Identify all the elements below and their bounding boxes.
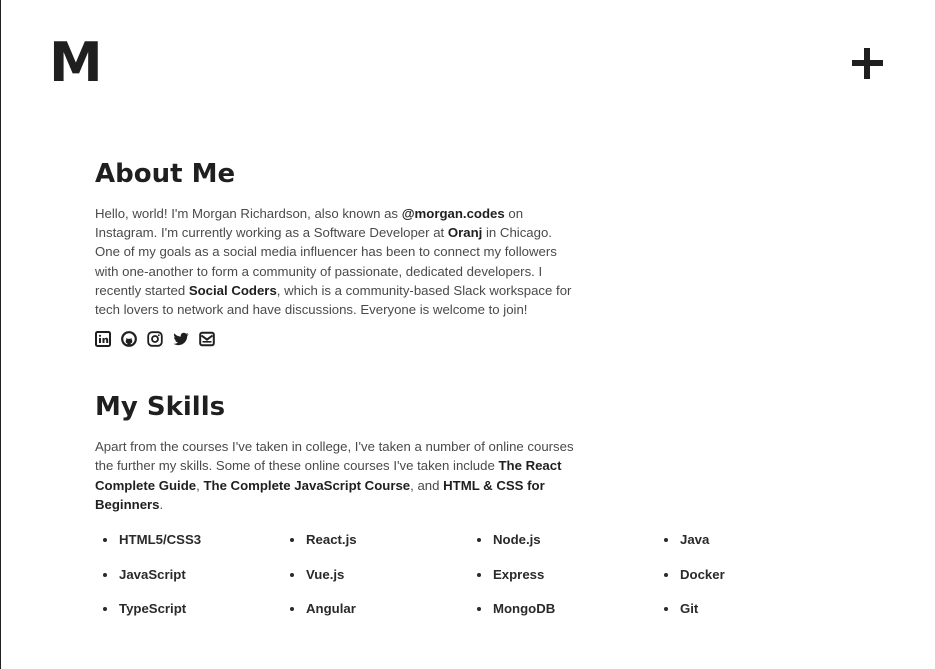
social-links [95, 331, 895, 347]
skill-item: Git [656, 600, 843, 635]
email-icon [199, 331, 215, 347]
skills-title: My Skills [95, 392, 226, 423]
menu-toggle-button[interactable] [852, 48, 883, 79]
instagram-icon [147, 331, 163, 347]
course-name: The React Complete Guide [95, 458, 562, 493]
instagram-link[interactable] [147, 331, 163, 347]
instagram-handle: @morgan.codes [401, 206, 505, 221]
about-paragraph: Hello, world! I'm Morgan Richardson, also known as @morgan.codes on Instagram. I'm currently working as a Software Developer at Oranj in Chicago. One of my goals as a social media influencer has been to connect my followers with one-another to form a community of passionate, dedicated developers. I recently started Social Coders, which is a community-based Slack workspace for tech lovers to network and have discussions. Everyone is welcome to join! [95, 206, 572, 318]
skill-item: Vue.js [282, 566, 469, 601]
twitter-link[interactable] [173, 331, 189, 347]
logo[interactable]: M [49, 31, 102, 94]
skill-item: Angular [282, 600, 469, 635]
skill-item: Java [656, 531, 843, 566]
about-title: About Me [95, 159, 236, 189]
skill-item: HTML5/CSS3 [95, 531, 282, 566]
skills-list [95, 531, 895, 635]
skill-item: JavaScript [95, 566, 282, 601]
skill-item: Express [469, 566, 656, 601]
community-name: Social Coders [188, 282, 277, 298]
company-name: Oranj [447, 225, 483, 241]
email-link[interactable] [199, 331, 215, 347]
skill-item: React.js [282, 531, 469, 566]
twitter-icon [173, 331, 189, 347]
skills-paragraph: Apart from the courses I've taken in college, I've taken a number of online courses the further my skills. Some of these online courses I've taken include The React Complete Guide, The Complete JavaScript Course, and HTML & CSS for Beginners. [95, 439, 574, 512]
main-content [95, 150, 895, 635]
skill-item: TypeScript [95, 600, 282, 635]
skill-item: Docker [656, 566, 843, 601]
linkedin-icon [95, 331, 111, 347]
skill-item: MongoDB [469, 600, 656, 635]
skill-item: Node.js [469, 531, 656, 566]
course-name: The Complete JavaScript Course [203, 477, 411, 493]
github-link[interactable] [121, 331, 137, 347]
linkedin-link[interactable] [95, 331, 111, 347]
course-name: HTML & CSS for Beginners [95, 477, 545, 512]
github-icon [121, 331, 137, 347]
